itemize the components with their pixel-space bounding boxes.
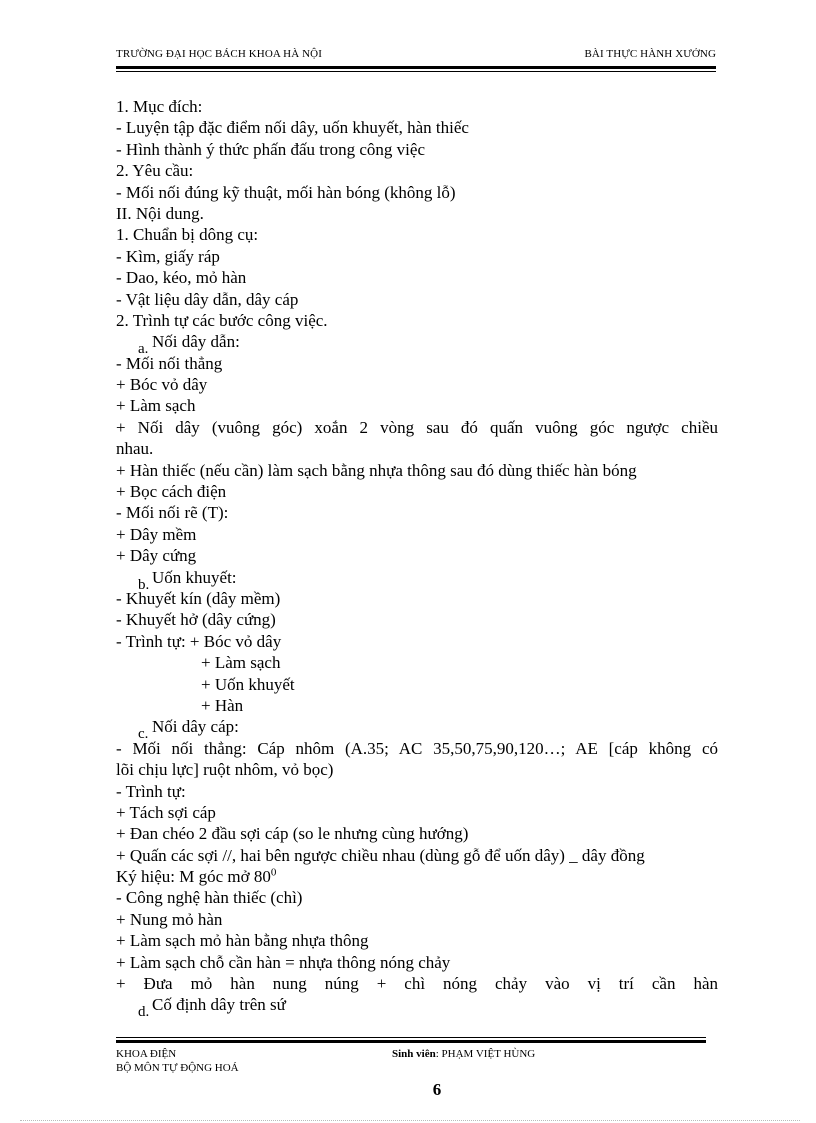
subsection-a	[116, 331, 718, 358]
text-line: + Nung mỏ hàn	[116, 909, 223, 929]
subsection-title: Nối dây dẫn:	[152, 332, 240, 352]
text-line: + Đan chéo 2 đầu sợi cáp (so le nhưng cùng hướng)	[116, 824, 469, 844]
text-line: - Hình thành ý thức phấn đấu trong công việc	[116, 139, 425, 159]
text-line: + Hàn	[201, 695, 244, 715]
subsection-d	[116, 994, 718, 1021]
subsection-title: Nối dây cáp:	[152, 717, 239, 737]
footer-subdepartment: BỘ MÔN TỰ ĐỘNG HOÁ	[116, 1062, 239, 1074]
subsection-title: Uốn khuyết:	[152, 567, 237, 587]
text-line: + Làm sạch mỏ hàn bằng nhựa thông	[116, 931, 369, 951]
text-line: 1. Chuẩn bị dông cụ:	[116, 225, 259, 245]
page-number: 6	[432, 1080, 442, 1099]
student-label: Sinh viên	[392, 1048, 436, 1060]
header-rule-thick	[116, 66, 716, 69]
list-marker: b.	[138, 576, 150, 593]
page-edge-dots	[20, 1120, 800, 1121]
footer-rule-thin	[116, 1037, 706, 1038]
text-line: - Mối nối đúng kỹ thuật, mối hàn bóng (không lỗ)	[116, 182, 456, 202]
text-line: + Làm sạch chỗ cần hàn = nhựa thông nóng chảy	[116, 952, 451, 972]
text-line: 2. Trình tự các bước công việc.	[116, 310, 328, 330]
text-line: - Khuyết hở (dây cứng)	[116, 610, 276, 630]
text-line: - Khuyết kín (dây mềm)	[116, 588, 281, 608]
symbol-text: Ký hiệu: M góc mở 80	[116, 867, 271, 887]
text-line: - Dao, kéo, mỏ hàn	[116, 268, 247, 288]
list-marker: a.	[138, 341, 149, 358]
text-line: + Tách sợi cáp	[116, 802, 216, 822]
footer-department: KHOA ĐIỆN	[116, 1048, 177, 1060]
text-line: - Trình tự: + Bóc vỏ dây	[116, 631, 282, 651]
list-marker: d.	[138, 1004, 150, 1021]
text-line: - Công nghệ hàn thiếc (chì)	[116, 888, 303, 908]
text-line: + Dây cứng	[116, 546, 197, 566]
text-line: + Quấn các sợi //, hai bên ngược chiều nhau (dùng gỗ để uốn dây) _ dây đồng	[116, 845, 645, 865]
text-line	[116, 866, 718, 887]
footer-student	[392, 1047, 535, 1062]
text-line: lõi chịu lực] ruột nhôm, vỏ bọc)	[116, 760, 334, 780]
subsection-c	[116, 716, 718, 743]
text-line: + Làm sạch	[116, 396, 196, 416]
text-line: - Mối nối thẳng: Cáp nhôm (A.35; AC 35,50,75,90,120…; AE [cáp không có	[116, 738, 718, 758]
list-marker: c.	[138, 726, 149, 743]
document-body	[116, 96, 718, 1021]
text-line: + Bọc cách điện	[116, 482, 227, 502]
text-line: + Đưa mỏ hàn nung núng + chì nóng chảy vào vị trí cần hàn	[116, 974, 718, 994]
text-line: nhau.	[116, 439, 154, 459]
subsection-title: Cố định dây trên sứ	[152, 995, 286, 1015]
header-rule-thin	[116, 71, 716, 72]
text-line: + Nối dây (vuông góc) xoắn 2 vòng sau đó quấn vuông góc ngược chiều	[116, 417, 718, 437]
header-university: TRƯỜNG ĐẠI HỌC BÁCH KHOA HÀ NỘI	[116, 48, 322, 60]
text-line: 1. Mục đích:	[116, 97, 203, 116]
text-line: - Luyện tập đặc điểm nối dây, uốn khuyết, hàn thiếc	[116, 118, 469, 138]
text-line: + Hàn thiếc (nếu cần) làm sạch bằng nhựa thông sau đó dùng thiếc hàn bóng	[116, 460, 637, 480]
footer-rule-thick	[116, 1040, 706, 1043]
degree-superscript: 0	[270, 866, 277, 879]
student-name: : PHẠM VIỆT HÙNG	[435, 1048, 536, 1060]
text-line: + Bóc vỏ dây	[116, 375, 208, 395]
subsection-b	[116, 567, 718, 593]
section-heading: II. Nội dung.	[116, 203, 204, 223]
text-line: - Vật liệu dây dẫn, dây cáp	[116, 289, 299, 309]
text-line: + Dây mềm	[116, 524, 197, 544]
text-line: + Uốn khuyết	[201, 674, 295, 694]
page-header	[116, 48, 716, 64]
text-line: - Mối nối thẳng	[116, 353, 223, 373]
text-line: 2. Yêu cầu:	[116, 161, 194, 181]
text-line: - Trình tự:	[116, 781, 186, 801]
text-line: - Mối nối rẽ (T):	[116, 503, 229, 523]
text-line: + Làm sạch	[201, 653, 281, 673]
text-line: - Kìm, giấy ráp	[116, 246, 220, 266]
header-course: BÀI THỰC HÀNH XƯỞNG	[584, 48, 716, 60]
